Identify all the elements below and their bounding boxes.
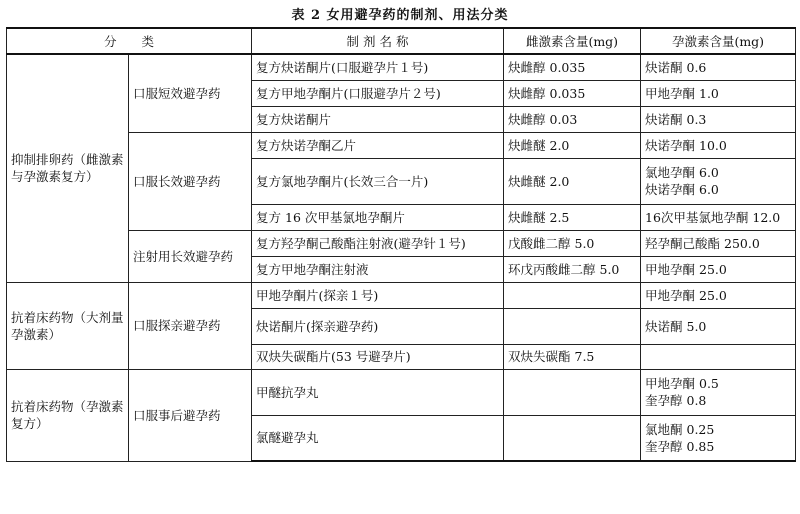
table-caption: 表 2 女用避孕药的制剂、用法分类 (291, 8, 509, 23)
group-ovulation-inhibitor: 抑制排卵药（雌激素与孕激素复方） (7, 54, 129, 282)
group-anti-implantation-compound: 抗着床药物（孕激素复方） (7, 369, 129, 461)
table-cell-name: 复方甲地孕酮注射液 (252, 256, 504, 282)
table-cell-name: 甲醚抗孕丸 (252, 369, 504, 415)
table-cell-progestin: 羟孕酮己酸酯 250.0 (641, 230, 796, 256)
table-cell-name: 甲地孕酮片(探亲１号) (252, 282, 504, 308)
progestin-line: 甲地孕酮 0.5 (645, 376, 719, 391)
table-cell-progestin: 16次甲基氯地孕酮 12.0 (641, 204, 796, 230)
table-cell-name: 复方氯地孕酮片(长效三合一片) (252, 158, 504, 204)
table-cell-estrogen (504, 369, 641, 415)
table-cell-progestin: 甲地孕酮 25.0 (641, 282, 796, 308)
subgroup-oral-short: 口服短效避孕药 (129, 54, 252, 132)
header-estrogen: 雌激素含量(mg) (504, 28, 641, 54)
table-cell-name: 复方甲地孕酮片(口服避孕片２号) (252, 80, 504, 106)
subgroup-injectable: 注射用长效避孕药 (129, 230, 252, 282)
header-category: 分 类 (7, 28, 252, 54)
header-progestin: 孕激素含量(mg) (641, 28, 796, 54)
progestin-line: 奎孕醇 0.85 (645, 438, 715, 454)
table-cell-progestin (641, 369, 796, 415)
table-cell-progestin: 炔诺酮 0.6 (641, 54, 796, 80)
table-cell-estrogen (504, 415, 641, 461)
table-cell-progestin (641, 415, 796, 461)
progestin-line: 氯地酮 0.25 (645, 421, 715, 437)
table-cell-name: 氯醚避孕丸 (252, 415, 504, 461)
table-cell-estrogen: 炔雌醇 0.03 (504, 106, 641, 132)
table-cell-estrogen (504, 282, 641, 308)
table-cell-estrogen (504, 308, 641, 344)
table-cell-estrogen: 炔雌醇 0.035 (504, 80, 641, 106)
table-cell-estrogen: 戊酸雌二醇 5.0 (504, 230, 641, 256)
subgroup-visiting: 口服探亲避孕药 (129, 282, 252, 369)
progestin-line: 氯地孕酮 6.0 (645, 165, 719, 180)
table-cell-progestin: 炔诺酮 0.3 (641, 106, 796, 132)
table-cell-progestin: 甲地孕酮 1.0 (641, 80, 796, 106)
table-cell-progestin: 炔诺孕酮 10.0 (641, 132, 796, 158)
table-cell-estrogen: 炔雌醚 2.0 (504, 132, 641, 158)
table-cell-estrogen: 炔雌醇 0.035 (504, 54, 641, 80)
table-cell-estrogen: 炔雌醚 2.0 (504, 158, 641, 204)
table-cell-name: 双炔失碳酯片(53 号避孕片) (252, 344, 504, 369)
table-cell-estrogen: 环戊丙酸雌二醇 5.0 (504, 256, 641, 282)
table-cell-name: 炔诺酮片(探亲避孕药) (252, 308, 504, 344)
table-cell-name: 复方羟孕酮己酸酯注射液(避孕针１号) (252, 230, 504, 256)
contraceptive-table (6, 27, 796, 462)
table-cell-name: 复方 16 次甲基氯地孕酮片 (252, 204, 504, 230)
table-cell-name: 复方炔诺酮片 (252, 106, 504, 132)
table-cell-estrogen: 炔雌醚 2.5 (504, 204, 641, 230)
progestin-line: 炔诺孕酮 6.0 (645, 182, 719, 197)
table-cell-name: 复方炔诺孕酮乙片 (252, 132, 504, 158)
table-cell-progestin (641, 344, 796, 369)
header-preparation: 制 剂 名 称 (252, 28, 504, 54)
group-anti-implantation-high-dose: 抗着床药物（大剂量孕激素） (7, 282, 129, 369)
subgroup-morning-after: 口服事后避孕药 (129, 369, 252, 461)
subgroup-oral-long: 口服长效避孕药 (129, 132, 252, 230)
table-cell-progestin (641, 158, 796, 204)
table-cell-progestin: 炔诺酮 5.0 (641, 308, 796, 344)
progestin-line: 奎孕醇 0.8 (645, 393, 707, 408)
table-cell-progestin: 甲地孕酮 25.0 (641, 256, 796, 282)
table-cell-name: 复方炔诺酮片(口服避孕片１号) (252, 54, 504, 80)
table-cell-estrogen: 双炔失碳酯 7.5 (504, 344, 641, 369)
